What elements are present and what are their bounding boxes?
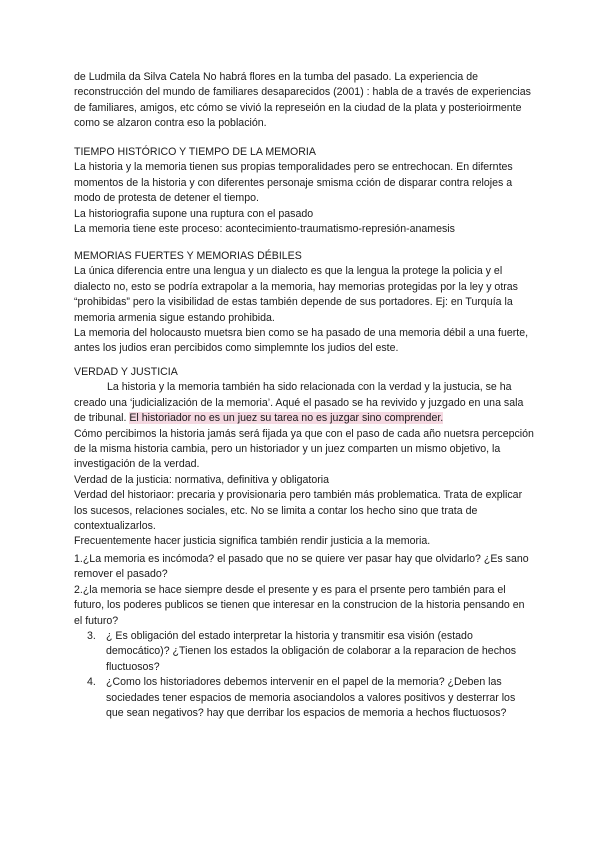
list-number: 4. [87,676,96,689]
paragraph: La memoria tiene este proceso: acontecimiento-traumatismo-represión-anamesis [74,223,455,236]
paragraph: Cómo percibimos la historia jamás será fijada ya que con el paso de cada año nuetsra percepción de la misma historia cambia, pero un historiador y un juez comparten un mismo objetivo, la investigación de la verdad. [74,427,534,471]
paragraph-text: La historia y la memoria también ha sido relacionada con la verdad y la justucia, se ha creado una ‘judicialización de la memoria’. Aqué el pasado se ha revivido y juzgado en una sala de tribunal. [74,381,524,425]
intro-section [74,70,534,132]
question-list [74,629,534,721]
question-2: 2.¿la memoria se hace siempre desde el presente y es para el prsente pero también para el futuro, los poderes publicos se tienen que interesar en la construcion de la historia pensando en el futuro? [74,583,525,627]
questions-section [74,552,534,721]
section-heading: VERDAD Y JUSTICIA [74,366,178,378]
list-text: ¿Como los historiadores debemos intervenir en el papel de la memoria? ¿Deben las sociedades tener espacios de memoria asociandolos a valores positivos y desterrar los que sean negativos? hay que derribar los espacios de memoria a hechos fluctuosos? [106,676,516,720]
highlighted-text: El historiador no es un juez su tarea no es juzgar sino comprender. [129,412,444,425]
paragraph [74,380,534,426]
paragraph: La única diferencia entre una lengua y un dialecto es que la lengua la protege la policia y el dialecto no, esto se podría extrapolar a la memoria, hay memorias protegidas por la ley y otras “prohibidas” pero la visibilidad de estas también depende de sus portadores. Ej: en Turquía la memoria armenia sigue estando prohibida. [74,265,518,324]
section-heading: TIEMPO HISTÓRICO Y TIEMPO DE LA MEMORIA [74,146,316,158]
list-text: ¿ Es obligación del estado interpretar la historia y transmitir esa visión (estado democático)? ¿Tienen los estados la obligación de colaborar a la reparacion de hechos fluctuosos? [106,630,517,673]
section-verdad-justicia [74,365,534,550]
paragraph: La historiografia supone una ruptura con el pasado [74,207,314,220]
section-tiempo-historico [74,145,534,237]
question-1: 1.¿La memoria es incómoda? el pasado que no se quiere ver pasar hay que olvidarlo? ¿Es sano remover el pasado? [74,553,529,581]
paragraph: Verdad de la justicia: normativa, definitiva y obligatoria [74,473,329,486]
list-number: 3. [87,630,96,643]
paragraph: La memoria del holocausto muetsra bien como se ha pasado de una memoria débil a una fuerte, antes los judios eran percibidos como simplemnte los judios del este. [74,327,529,355]
list-item [74,629,534,675]
paragraph: Frecuentemente hacer justicia significa también rendir justicia a la memoria. [74,535,431,548]
list-item [74,675,534,721]
section-memorias-fuertes [74,249,534,357]
intro-paragraph: de Ludmila da Silva Catela No habrá flores en la tumba del pasado. La experiencia de reconstrucción del mundo de familiares desaparecidos (2001) : habla de a través de experiencias de familiares, amigos, etc cómo se vivió la represeión en la ciudad de la plata y posterioirmente como se alzaron contra eso la población. [74,71,531,130]
section-heading: MEMORIAS FUERTES Y MEMORIAS DÉBILES [74,250,302,262]
paragraph: Verdad del historiaor: precaria y provisionaria pero también más problematica. Trata de explicar los sucesos, relaciones sociales, etc. No se limita a contar los hecho sino que trata de contextualizarlos. [74,489,523,533]
paragraph: La historia y la memoria tienen sus propias temporalidades pero se entrechocan. En diferntes momentos de la historia y con diferentes personaje smisma cción de disparar contra relojes a modo de protesta de detener el tiempo. [74,161,513,205]
